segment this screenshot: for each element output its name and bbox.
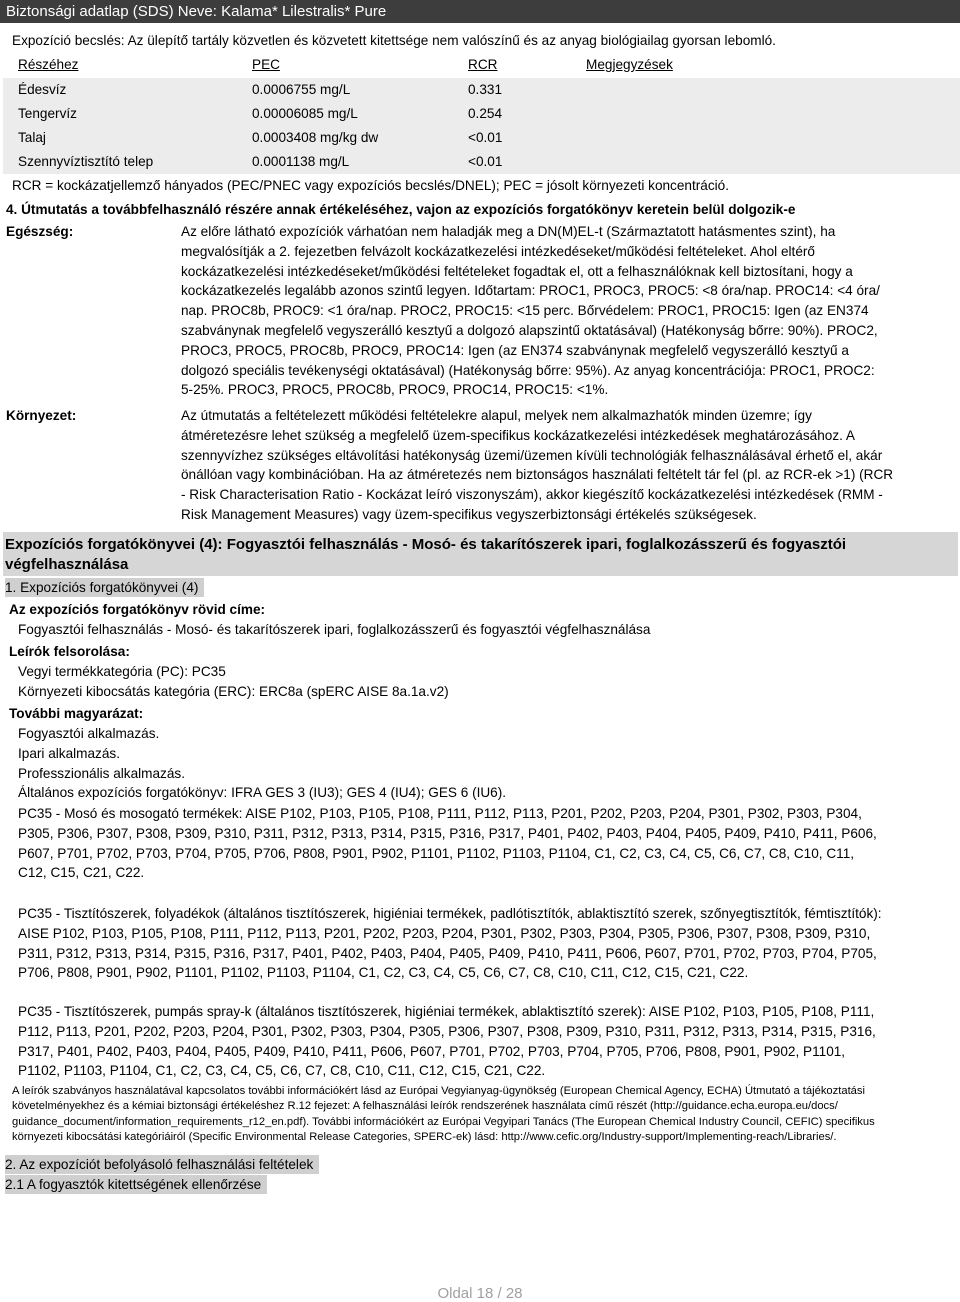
pc35-line: P706, P808, P901, P902, P1101, P1102, P1103, P1104, C1, C2, C3, C4, C5, C6, C7, C8, C10, C11, C12, C15, C21, C22. [18, 965, 749, 981]
col-header-pec: PEC [252, 57, 280, 72]
table-row-compartment: Édesvíz [18, 82, 67, 97]
health-line: kockázatkezelési intézkedéseket/működési feltételeket fogadtak el, ott a felhasználóknak kell biztosítani, hogy a [181, 263, 853, 279]
environment-line: szennyvízhez szükséges eltávolítási hatékonyság üzemi/üzemen kívüli technológiák felhasználásával érhető el, akár [181, 447, 883, 463]
health-text [181, 222, 880, 400]
table-row-pec: 0.0001138 mg/L [252, 154, 350, 169]
further-list [18, 724, 506, 803]
pc35-line: P112, P113, P201, P202, P203, P204, P301, P302, P303, P304, P305, P306, P307, P308, P309, P310, P311, P312, P313, P314, P315, P316, [18, 1023, 876, 1039]
health-line: kockázatkezelés legalább azonos szintű legyen. Időtartam: PROC1, PROC3, PROC5: <8 óra/nap. PROC14: <4 óra/ [181, 283, 880, 299]
note-line: A leírók szabványos használatával kapcsolatos további információkért lásd az Európai Vegyianyag-ügynökség (European Chemical Agency, ECHA) Útmutató a tájékoztatási [12, 1085, 865, 1097]
col-header-compartment: Részéhez [18, 57, 79, 72]
scenario-title-line: Expozíciós forgatókönyvei (4): Fogyasztói felhasználás - Mosó- és takarítószerek ipari, foglalkozásszerű és fogyasztói [5, 536, 847, 553]
table-row-rcr: <0.01 [468, 130, 503, 145]
table-row-pec: 0.0006755 mg/L [252, 82, 351, 97]
table-row-compartment: Tengervíz [18, 106, 77, 121]
pc35-liquids-paragraph [18, 904, 882, 983]
subsection-2-1-title: 2.1 A fogyasztók kitettségének ellenőrzése [5, 1175, 267, 1194]
environment-line: átméretezésre lehet szükség a megfelelő üzem-specifikus kockázatkezelési intézkedések meghatározásához. A [181, 427, 855, 443]
note-line: környezeti kibocsátási kategóriáiról (Specific Environmental Release Categories, SPERC-ek) lásd: http://www.cefic.org/Industry-support/Implementing-reach/Libraries/. [12, 1131, 837, 1144]
health-line: Az előre látható expozíciók várhatóan nem haladják meg a DN(M)EL-t (Származtatott hatásmentes szint), ha [181, 224, 836, 239]
subsection-1-title: 1. Expozíciós forgatókönyvei (4) [5, 578, 204, 597]
pc35-line: P317, P401, P402, P403, P404, P405, P409, P410, P411, P606, P607, P701, P702, P703, P704, P705, P706, P808, P901, P902, P1101, [18, 1043, 846, 1059]
pc35-line: P305, P306, P307, P308, P309, P310, P311, P312, P313, P314, P315, P316, P317, P401, P402, P403, P404, P405, P409, P410, P411, P606, [18, 825, 877, 841]
pc35-line: C12, C15, C21, C22. [18, 865, 145, 881]
health-line: nap. PROC8b, PROC9: <1 óra/nap. PROC2, PROC15: <15 perc. Bőrvédelem: PROC1, PROC15: Igen (az EN374 [181, 303, 869, 319]
environment-line: - Risk Characterisation Ratio - Kockázat leíró viszonyszám), akkor kiegészítő kockázatkezelési intézkedések (RMM - [181, 487, 883, 503]
pc35-line: PC35 - Tisztítószerek, folyadékok (általános tisztítószerek, higiéniai termékek, padlótisztítók, ablaktisztító szerek, szőnyegtisztítók, fémtisztítók): [18, 906, 882, 921]
environment-line: Az útmutatás a feltételezett működési feltételekre alapul, melyek nem alkalmazhatók minden üzemre; így [181, 408, 812, 423]
descriptors-list [18, 662, 449, 702]
scenario-title-line: végfelhasználása [5, 555, 129, 573]
table-row-rcr: 0.331 [468, 82, 503, 97]
table-row-pec: 0.0003408 mg/kg dw [252, 130, 379, 145]
pc35-sprays-paragraph [18, 1002, 876, 1081]
table-row-compartment: Talaj [18, 130, 46, 145]
section-4-title: 4. Útmutatás a továbbfelhasználó részére annak értékeléséhez, vajon az expozíciós forgatókönyv keretein belül dolgozik-e [6, 202, 796, 217]
health-line: szabványnak megfelelő vegyszerálló kesztyű a dolgozó alapszintű oktatásával) (Hatékonyság bőrre: 90%). PROC2, [181, 322, 878, 338]
descriptors-label: Leírók felsorolása: [9, 644, 130, 659]
pc35-line: P311, P312, P313, P314, P315, P316, P317, P401, P402, P403, P404, P405, P409, P410, P411, P606, P607, P701, P702, P703, P704, P705, [18, 945, 877, 961]
health-line: PROC3, PROC5, PROC8b, PROC9, PROC14: Igen (az EN374 szabványnak megfelelő vegyszerálló kesztyű a [181, 342, 849, 358]
environment-label: Környezet: [6, 408, 77, 423]
short-title-label: Az expozíciós forgatókönyv rövid címe: [9, 602, 266, 617]
col-header-remarks: Megjegyzések [586, 57, 673, 72]
environment-text [181, 406, 893, 525]
scenario-title [5, 535, 846, 575]
pc35-line: PC35 - Mosó és mosogató termékek: AISE P102, P103, P105, P108, P111, P112, P113, P201, P202, P203, P204, P301, P302, P303, P304, [18, 806, 862, 821]
pc35-line: P1102, P1103, P1104, C1, C2, C3, C4, C5, C6, C7, C8, C10, C11, C12, C15, C21, C22. [18, 1063, 546, 1079]
further-item: Ipari alkalmazás. [18, 745, 120, 761]
descriptor-guidance-note [12, 1084, 875, 1146]
health-label: Egészség: [6, 224, 74, 239]
subsection-2-title: 2. Az expozíciót befolyásoló felhasználási feltételek [5, 1155, 319, 1174]
rcr-note: RCR = kockázatjellemző hányados (PEC/PNEC vagy expozíciós becslés/DNEL); PEC = jósolt környezeti koncentráció. [12, 178, 729, 193]
health-line: 5-25%. PROC3, PROC5, PROC8b, PROC9, PROC14, PROC15: <1%. [181, 382, 609, 398]
pc35-line: AISE P102, P103, P105, P108, P111, P112, P113, P201, P202, P203, P204, P301, P302, P303, P304, P305, P306, P307, P308, P309, P310, [18, 925, 871, 941]
descriptor-item: Környezeti kibocsátás kategória (ERC): ERC8a (spERC AISE 8a.1a.v2) [18, 683, 449, 699]
document-header [0, 0, 960, 23]
short-title-value: Fogyasztói felhasználás - Mosó- és takarítószerek ipari, foglalkozásszerű és fogyasztói végfelhasználása [18, 622, 651, 637]
document-title: Biztonsági adatlap (SDS) Neve: Kalama* Lilestralis* Pure [6, 3, 387, 20]
health-line: megvalósítják a 2. fejezetben felvázolt kockázatkezelési intézkedéseket/működési feltételeket. Ahol eltérő [181, 243, 815, 259]
health-line: dolgozó speciális tevékenységi oktatásával) (Hatékonyság bőrre: 95%). Az anyag koncentrációja: PROC1, PROC2: [181, 362, 875, 378]
further-item: Professzionális alkalmazás. [18, 765, 185, 781]
further-item: Általános expozíciós forgatókönyv: IFRA GES 3 (IU3); GES 4 (IU4); GES 6 (IU6). [18, 785, 507, 801]
table-row-compartment: Szennyvíztisztító telep [18, 154, 154, 169]
environment-line: önállóan vagy kombinációban. Ha az átméretezés nem biztonságos használati feltételt tár fel (pl. az RCR-ek >1) (RCR [181, 467, 894, 483]
pc35-line: PC35 - Tisztítószerek, pumpás spray-k (általános tisztítószerek, higiéniai termékek, ablaktisztító szerek): AISE P102, P103, P105, P108, P111, [18, 1004, 875, 1019]
environment-line: Risk Management Measures) vagy üzem-specifikus vegyszerbiztonsági értékelés szükségesek. [181, 506, 757, 522]
exposure-intro: Expozíció becslés: Az ülepítő tartály közvetlen és közvetett kitettsége nem valószínű és az anyag biológiailag gyorsan lebomló. [12, 33, 776, 48]
table-row-rcr: 0.254 [468, 106, 503, 121]
further-item: Fogyasztói alkalmazás. [18, 726, 160, 741]
col-header-rcr: RCR [468, 57, 498, 72]
page-number: Oldal 18 / 28 [437, 1285, 523, 1302]
pc35-washing-paragraph [18, 804, 877, 883]
descriptor-item: Vegyi termékkategória (PC): PC35 [18, 664, 226, 679]
pc35-line: P607, P701, P702, P703, P704, P705, P706, P808, P901, P902, P1101, P1102, P1103, P1104, C1, C2, C3, C4, C5, C6, C7, C8, C10, C11, [18, 845, 855, 861]
table-row-rcr: <0.01 [468, 154, 503, 169]
table-row-pec: 0.00006085 mg/L [252, 106, 358, 121]
note-line: követelményekhez és a kémiai biztonsági értékeléshez R.12 fejezet: A felhasználási leírók rendszerének használata című részét (http://guidance.echa.europa.eu/docs/ [12, 1100, 838, 1113]
further-label: További magyarázat: [9, 706, 144, 721]
note-line: guidance_document/information_requirements_r12_en.pdf). További információkért az Európai Vegyipari Tanács (The European Chemical Industry Council, CEFIC) specifikus [12, 1115, 875, 1128]
